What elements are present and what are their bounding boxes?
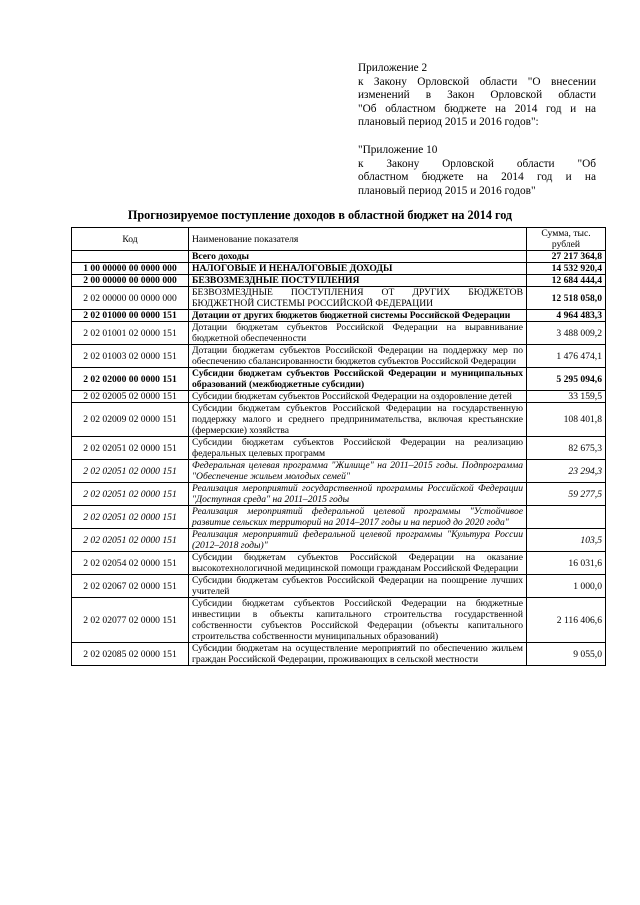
table-row bbox=[72, 437, 606, 460]
name-cell: БЕЗВОЗМЕЗДНЫЕ ПОСТУПЛЕНИЯ bbox=[189, 275, 527, 287]
code-cell bbox=[72, 251, 189, 263]
sum-cell: 1 000,0 bbox=[527, 575, 606, 598]
header-code: Код bbox=[72, 228, 189, 251]
revenue-table bbox=[71, 227, 606, 666]
table-row bbox=[72, 643, 606, 666]
code-cell: 2 02 02067 02 0000 151 bbox=[72, 575, 189, 598]
table-row bbox=[72, 391, 606, 403]
name-cell: Субсидии бюджетам субъектов Российской Федерации на поощрение лучших учителей bbox=[189, 575, 527, 598]
annex-header bbox=[358, 62, 596, 130]
name-cell: Всего доходы bbox=[189, 251, 527, 263]
table-row bbox=[72, 322, 606, 345]
name-cell: Дотации бюджетам субъектов Российской Федерации на поддержку мер по обеспечению сбалансированности бюджетов субъектов Российской Федерации bbox=[189, 345, 527, 368]
code-cell: 2 00 00000 00 0000 000 bbox=[72, 275, 189, 287]
header-name: Наименование показателя bbox=[189, 228, 527, 251]
table-row bbox=[72, 251, 606, 263]
table-row bbox=[72, 529, 606, 552]
annex-line: к Закону Орловской области "Об bbox=[358, 157, 596, 170]
sum-cell: 27 217 364,8 bbox=[527, 251, 606, 263]
code-cell: 2 02 02077 02 0000 151 bbox=[72, 598, 189, 643]
code-cell: 2 02 01003 02 0000 151 bbox=[72, 345, 189, 368]
table-header-row bbox=[72, 228, 606, 251]
table-row bbox=[72, 483, 606, 506]
sum-cell: 16 031,6 bbox=[527, 552, 606, 575]
annex-line: плановый период 2015 и 2016 годов" bbox=[358, 184, 536, 197]
table-row bbox=[72, 552, 606, 575]
code-cell: 2 02 00000 00 0000 000 bbox=[72, 287, 189, 310]
annex-line: изменений в Закон Орловской области bbox=[358, 89, 596, 102]
sum-cell: 5 295 094,6 bbox=[527, 368, 606, 391]
table-row bbox=[72, 575, 606, 598]
table-row bbox=[72, 287, 606, 310]
table-row bbox=[72, 403, 606, 437]
name-cell: Субсидии бюджетам субъектов Российской Федерации и муниципальных образований (межбюджетные субсидии) bbox=[189, 368, 527, 391]
sum-cell: 108 401,8 bbox=[527, 403, 606, 437]
code-cell: 2 02 02085 02 0000 151 bbox=[72, 643, 189, 666]
sum-cell: 9 055,0 bbox=[527, 643, 606, 666]
code-cell: 2 02 02009 02 0000 151 bbox=[72, 403, 189, 437]
sum-cell: 82 675,3 bbox=[527, 437, 606, 460]
code-cell: 2 02 02051 02 0000 151 bbox=[72, 506, 189, 529]
name-cell: Субсидии бюджетам субъектов Российской Федерации на государственную поддержку малого и среднего предпринимательства, включая крестьянские (фермерские) хозяйства bbox=[189, 403, 527, 437]
header-sum: Сумма, тыс. рублей bbox=[527, 228, 606, 251]
annex-line: плановый период 2015 и 2016 годов": bbox=[358, 116, 539, 129]
code-cell: 2 02 02000 00 0000 151 bbox=[72, 368, 189, 391]
sum-cell: 2 116 406,6 bbox=[527, 598, 606, 643]
sum-cell: 33 159,5 bbox=[527, 391, 606, 403]
annex-line: "Об областном бюджете на 2014 год и на bbox=[358, 102, 596, 115]
document-title: Прогнозируемое поступление доходов в областной бюджет на 2014 год bbox=[127, 208, 513, 222]
annex-line: к Закону Орловской области "О внесении bbox=[358, 75, 596, 88]
table-row bbox=[72, 368, 606, 391]
name-cell: Реализация мероприятий федеральной целевой программы "Культура России (2012–2018 годы)" bbox=[189, 529, 527, 552]
code-cell: 2 02 02051 02 0000 151 bbox=[72, 483, 189, 506]
code-cell: 2 02 01001 02 0000 151 bbox=[72, 322, 189, 345]
name-cell: Субсидии бюджетам субъектов Российской Федерации на оздоровление детей bbox=[189, 391, 527, 403]
table-row bbox=[72, 275, 606, 287]
name-cell: Субсидии бюджетам субъектов Российской Федерации на бюджетные инвестиции в объекты капитального строительства государственной собственности субъектов Российской Федерации (объекты капитального строительства собственности муниципальных образований) bbox=[189, 598, 527, 643]
sum-cell: 103,5 bbox=[527, 529, 606, 552]
table-row bbox=[72, 598, 606, 643]
sum-cell: 1 476 474,1 bbox=[527, 345, 606, 368]
sum-cell: 4 964 483,3 bbox=[527, 310, 606, 322]
code-cell: 2 02 02005 02 0000 151 bbox=[72, 391, 189, 403]
table-row bbox=[72, 460, 606, 483]
name-cell: Реализация мероприятий федеральной целевой программы "Устойчивое развитие сельских территорий на 2014–2017 годы и на период до 2020 года" bbox=[189, 506, 527, 529]
sum-cell bbox=[527, 506, 606, 529]
name-cell: Дотации бюджетам субъектов Российской Федерации на выравнивание бюджетной обеспеченности bbox=[189, 322, 527, 345]
code-cell: 2 02 01000 00 0000 151 bbox=[72, 310, 189, 322]
table-row bbox=[72, 263, 606, 275]
annex-subheader bbox=[358, 144, 596, 198]
annex-line: "Приложение 10 bbox=[358, 144, 438, 156]
sum-cell: 23 294,3 bbox=[527, 460, 606, 483]
code-cell: 2 02 02051 02 0000 151 bbox=[72, 529, 189, 552]
name-cell: Федеральная целевая программа "Жилище" на 2011–2015 годы. Подпрограмма "Обеспечение жильем молодых семей" bbox=[189, 460, 527, 483]
name-cell: БЕЗВОЗМЕЗДНЫЕ ПОСТУПЛЕНИЯ ОТ ДРУГИХ БЮДЖЕТОВ БЮДЖЕТНОЙ СИСТЕМЫ РОССИЙСКОЙ ФЕДЕРАЦИИ bbox=[189, 287, 527, 310]
sum-cell: 3 488 009,2 bbox=[527, 322, 606, 345]
code-cell: 2 02 02051 02 0000 151 bbox=[72, 437, 189, 460]
sum-cell: 14 532 920,4 bbox=[527, 263, 606, 275]
name-cell: Дотации от других бюджетов бюджетной системы Российской Федерации bbox=[189, 310, 527, 322]
code-cell: 2 02 02054 02 0000 151 bbox=[72, 552, 189, 575]
name-cell: Реализация мероприятий государственной программы Российской Федерации "Доступная среда" на 2011–2015 годы bbox=[189, 483, 527, 506]
table-row bbox=[72, 310, 606, 322]
code-cell: 2 02 02051 02 0000 151 bbox=[72, 460, 189, 483]
sum-cell: 12 684 444,4 bbox=[527, 275, 606, 287]
name-cell: Субсидии бюджетам субъектов Российской Федерации на реализацию федеральных целевых программ bbox=[189, 437, 527, 460]
table-row bbox=[72, 345, 606, 368]
name-cell: Субсидии бюджетам субъектов Российской Федерации на оказание высокотехнологичной медицинской помощи гражданам Российской Федерации bbox=[189, 552, 527, 575]
annex-line: Приложение 2 bbox=[358, 62, 428, 74]
sum-cell: 59 277,5 bbox=[527, 483, 606, 506]
table-row bbox=[72, 506, 606, 529]
annex-line: областном бюджете на 2014 год и на bbox=[358, 171, 596, 184]
name-cell: Субсидии бюджетам на осуществление мероприятий по обеспечению жильем граждан Российской Федерации, проживающих в сельской местности bbox=[189, 643, 527, 666]
sum-cell: 12 518 058,0 bbox=[527, 287, 606, 310]
name-cell: НАЛОГОВЫЕ И НЕНАЛОГОВЫЕ ДОХОДЫ bbox=[189, 263, 527, 275]
code-cell: 1 00 00000 00 0000 000 bbox=[72, 263, 189, 275]
